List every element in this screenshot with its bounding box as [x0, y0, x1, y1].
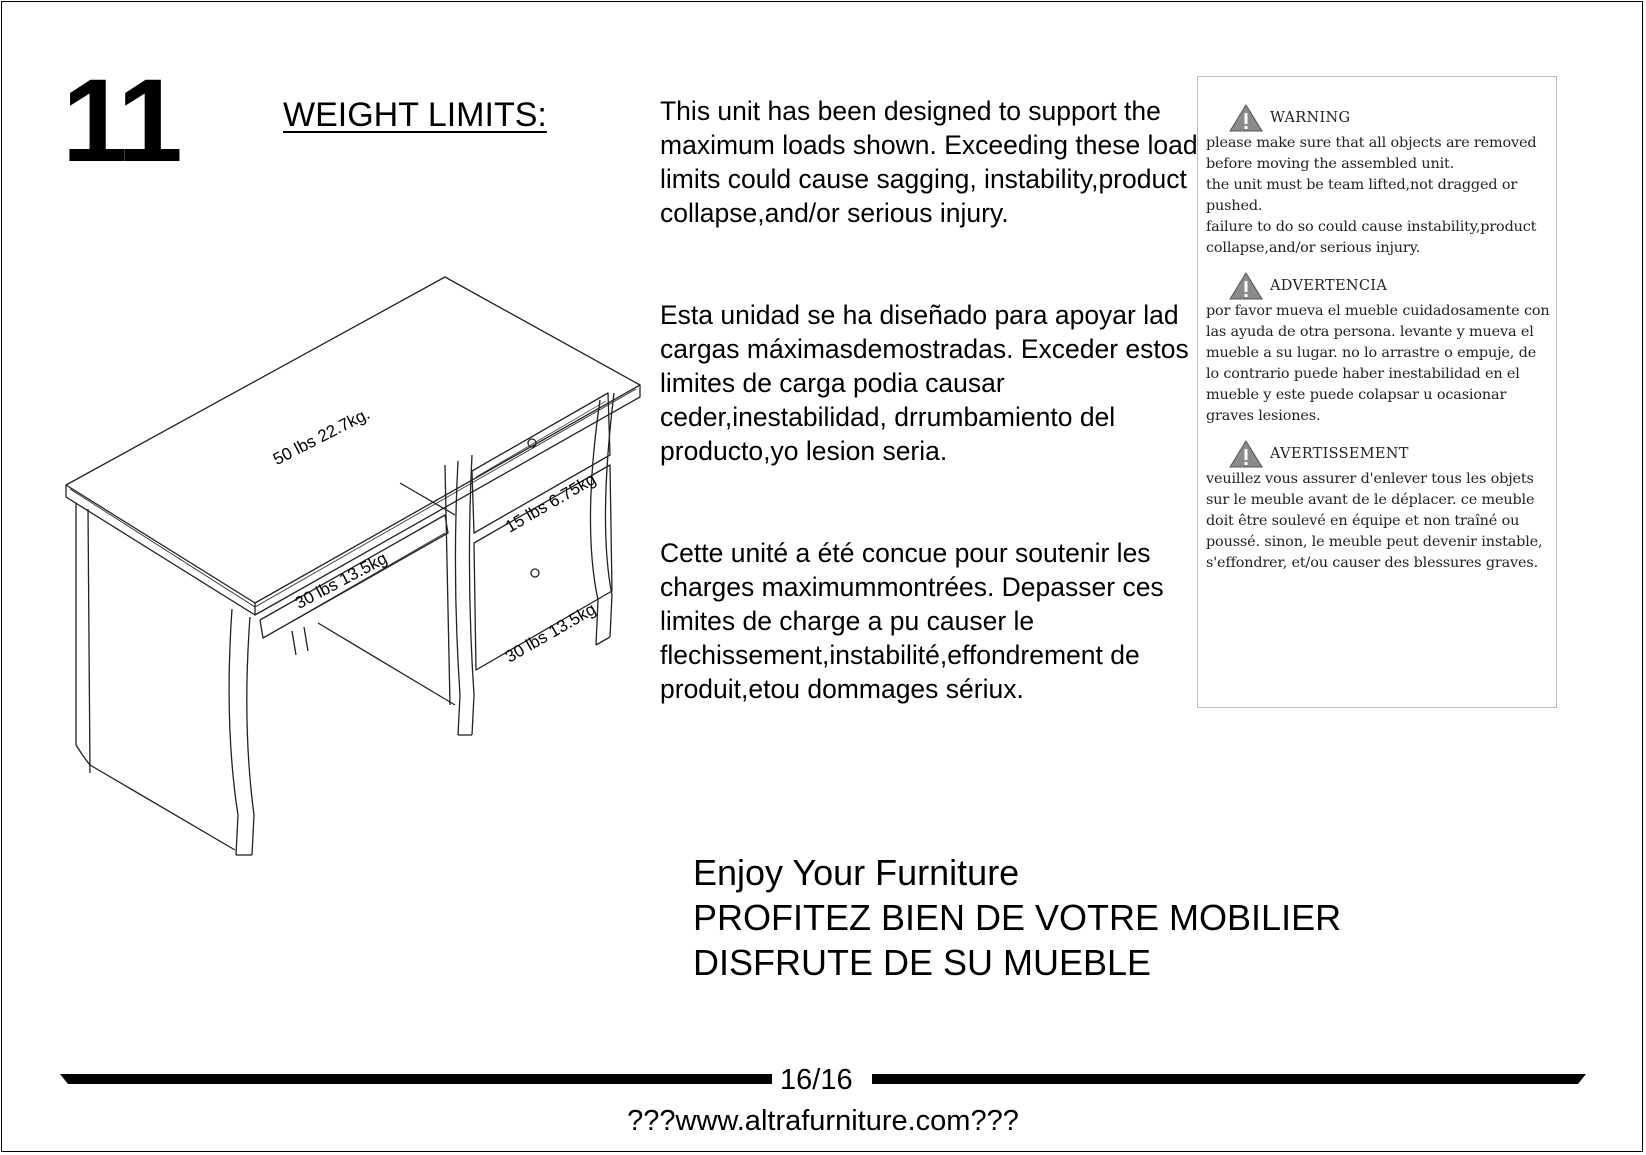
warning-box [1197, 76, 1557, 708]
french-paragraph: Cette unité a été concue pour soutenir les charges maximummontrées. Depasser ces limites de charge a pu causer le flechissement,instabilité,effondrement de produit,etou dommages sériux. [660, 538, 1164, 704]
step-number: 11 [62, 55, 179, 187]
avertissement-text: veuillez vous assurer d'enlever tous les objets sur le meuble avant de le déplacer. ce meuble doit être soulevé en équipe et non traîné ou poussé. sinon, le meuble peut devenir instable, s'effondrer, et/ou causer des blessures graves. [1206, 471, 1543, 571]
weight-limits-heading: WEIGHT LIMITS: [283, 96, 547, 134]
spanish-paragraph: Esta unidad se ha diseñado para apoyar lad cargas máximasdemostradas. Exceder estos limites de carga podia causar ceder,inestabilidad, drrumbamiento del producto,yo lesion seria. [660, 300, 1189, 466]
website-url: ???www.altrafurniture.com??? [627, 1105, 1019, 1137]
avertissement-title: AVERTISSEMENT [1270, 445, 1409, 462]
footer-rule-left [60, 1074, 772, 1084]
warning-triangle-icon [1228, 271, 1264, 301]
warning-text: please make sure that all objects are removed before moving the assembled unit. the unit must be team lifted,not dragged or pushed. failure to do so could cause instability,product collapse,and/or serious injury. [1206, 135, 1537, 256]
warning-triangle-icon [1228, 103, 1264, 133]
english-paragraph: This unit has been designed to support the maximum loads shown. Exceeding these load limits could cause sagging, instability,product collapse,and/or serious injury. [660, 96, 1198, 228]
closing-french: PROFITEZ BIEN DE VOTRE MOBILIER [693, 897, 1342, 938]
keyboard-tray-weight-label: 30 lbs 13.5kg [292, 548, 391, 613]
advertencia-header [1206, 271, 1550, 301]
footer-rule-right [872, 1074, 1586, 1084]
advertencia-title: ADVERTENCIA [1270, 277, 1388, 294]
desk-illustration [60, 275, 660, 895]
warning-header [1206, 103, 1550, 133]
small-drawer-weight-label: 15 lbs 6.75kg [502, 469, 600, 537]
avertissement-section [1206, 439, 1550, 574]
page-number: 16/16 [780, 1064, 853, 1096]
warning-title: WARNING [1270, 109, 1351, 126]
warning-triangle-icon [1228, 439, 1264, 469]
closing-english: Enjoy Your Furniture [693, 852, 1020, 893]
avertissement-header [1206, 439, 1550, 469]
large-drawer-weight-label: 30 lbs 13.5kg [502, 599, 600, 667]
closing-spanish: DISFRUTE DE SU MUEBLE [693, 942, 1152, 983]
warning-section [1206, 103, 1550, 259]
advertencia-section [1206, 271, 1550, 427]
desk-top-weight-label: 50 lbs 22.7kg. [270, 403, 373, 469]
closing-message [693, 850, 1341, 985]
advertencia-text: por favor mueva el mueble cuidadosamente con las ayuda de otra persona. levante y mueva el mueble a su lugar. no lo arrastre o empuje, de lo contrario puede haber inestabilidad en el mueble y este puede colapsar u ocasionar graves lesiones. [1206, 303, 1550, 424]
